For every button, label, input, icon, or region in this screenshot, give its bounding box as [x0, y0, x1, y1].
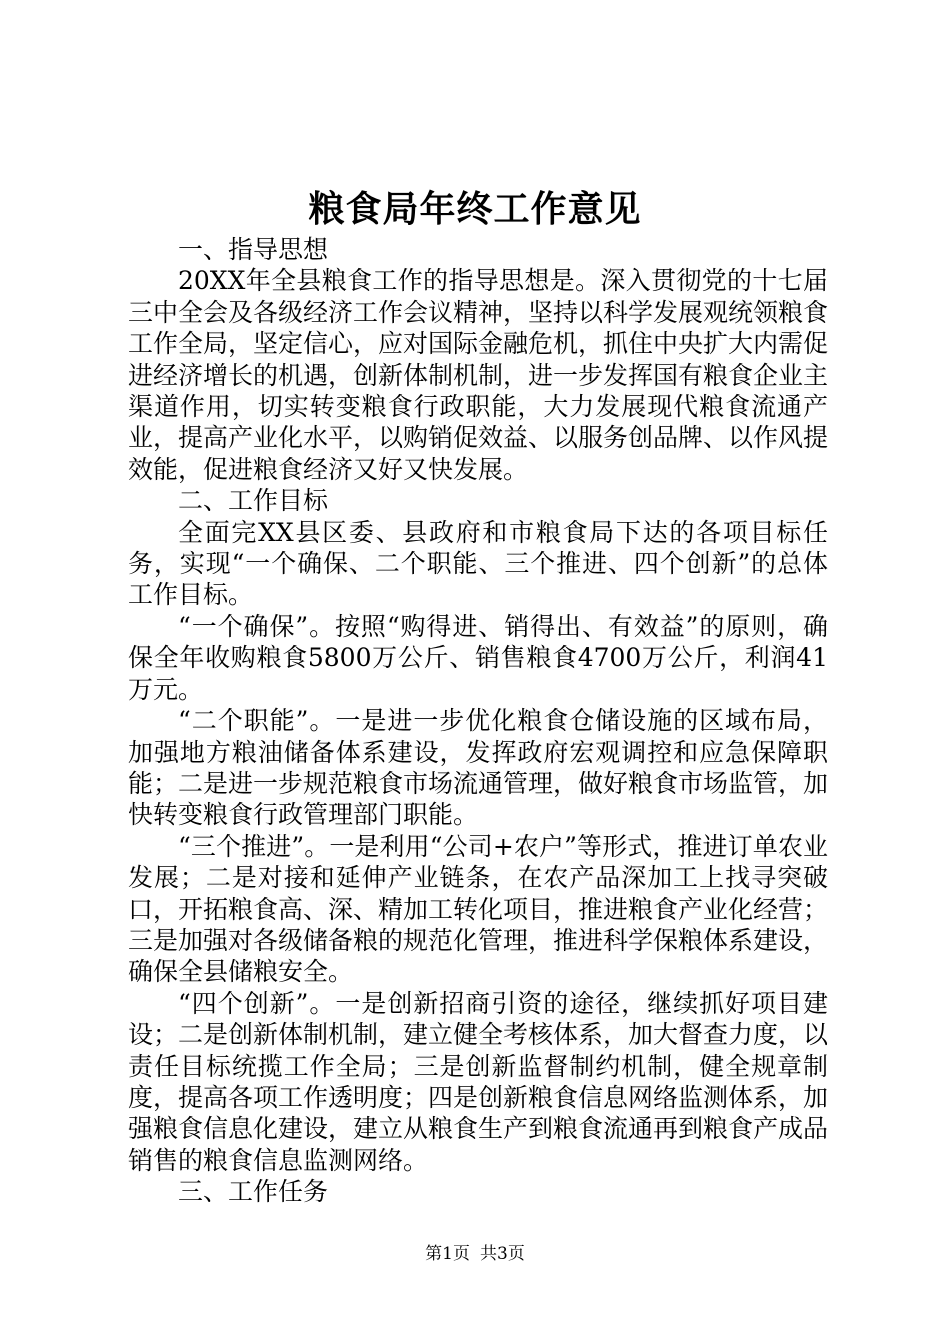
- paragraph-guiding-ideology: 20XX年全县粮食工作的指导思想是。深入贯彻党的十七届三中全会及各级经济工作会议精神，坚持以科学发展观统领粮食工作全局，坚定信心，应对国际金融危机，抓住中央扩大内需促进经济增长的机遇，创新体制机制，进一步发挥国有粮食企业主渠道作用，切实转变粮食行政职能，大力发展现代粮食流通产业，提高产业化水平，以购销促效益、以服务创品牌、以作风提效能，促进粮食经济又好又快发展。: [128, 266, 829, 484]
- document-body: [128, 234, 828, 1208]
- section-heading-work-tasks: 三、工作任务: [178, 1177, 329, 1207]
- section-heading-work-goals: 二、工作目标: [178, 486, 329, 516]
- document-title: 粮食局年终工作意见: [308, 188, 642, 230]
- paragraph-work-goals: 全面完XX县区委、县政府和市粮食局下达的各项目标任务，实现“一个确保、二个职能、三个推进、四个创新”的总体工作目标。: [128, 517, 828, 610]
- page-footer: [0, 1242, 950, 1266]
- page-number: 第1页: [425, 1244, 470, 1264]
- section-heading-guiding-ideology: 一、指导思想: [178, 235, 329, 264]
- paragraph-one-guarantee: “一个确保”。按照“购得进、销得出、有效益”的原则，确保全年收购粮食5800万公斤、销售粮食4700万公斤，利润41万元。: [128, 611, 828, 704]
- paragraph-two-functions: “二个职能”。一是进一步优化粮食仓储设施的区域布局，加强地方粮油储备体系建设，发挥政府宏观调控和应急保障职能；二是进一步规范粮食市场流通管理，做好粮食市场监管，加快转变粮食行政管理部门职能。: [128, 706, 829, 830]
- paragraph-four-innovations: “四个创新”。一是创新招商引资的途径，继续抓好项目建设；二是创新体制机制，建立健全考核体系，加大督查力度，以责任目标统揽工作全局；三是创新监督制约机制，健全规章制度，提高各项工作透明度；四是创新粮食信息网络监测体系，加强粮食信息化建设，建立从粮食生产到粮食流通再到粮食产成品销售的粮食信息监测网络。: [128, 988, 829, 1175]
- paragraph-three-promotions: “三个推进”。一是利用“公司+农户”等形式，推进订单农业发展；二是对接和延伸产业链条，在农产品深加工上找寻突破口，开拓粮食高、深、精加工转化项目，推进粮食产业化经营；三是加强对各级储备粮的规范化管理，推进科学保粮体系建设，确保全县储粮安全。: [128, 831, 829, 987]
- page-total: 共3页: [480, 1244, 525, 1264]
